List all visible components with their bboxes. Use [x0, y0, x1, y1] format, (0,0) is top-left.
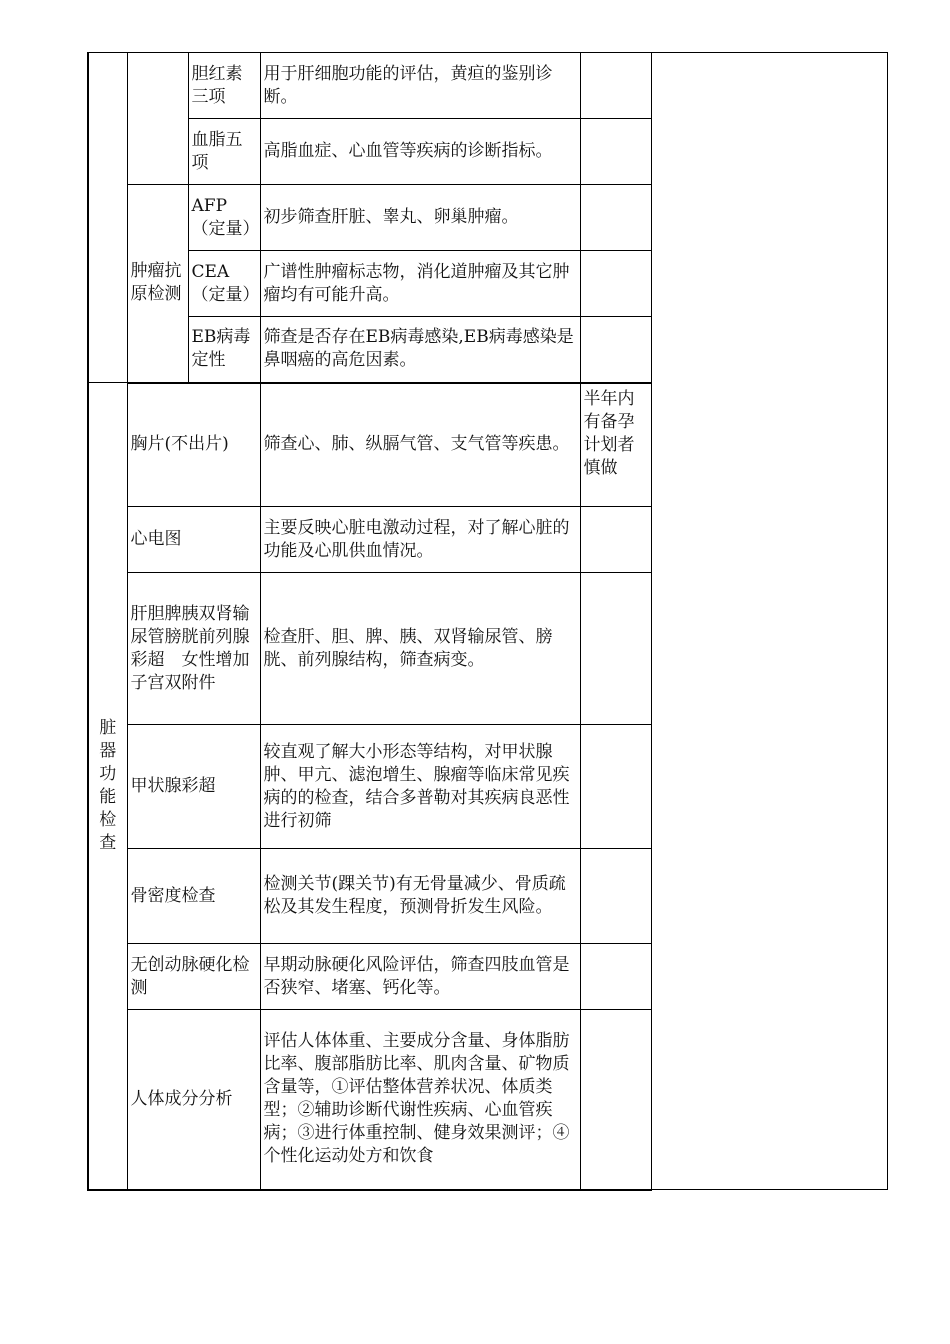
note-cell — [580, 1010, 651, 1190]
item-eb: EB病毒定性 — [188, 317, 260, 383]
tumor-antigen-group: 肿瘤抗原检测 — [127, 185, 188, 383]
desc-abdominal-ultrasound: 检查肝、胆、脾、胰、双肾输尿管、膀胱、前列腺结构，筛查病变。 — [260, 573, 580, 725]
item-bone-density: 骨密度检查 — [127, 849, 260, 944]
desc-body-composition: 评估人体体重、主要成分含量、身体脂肪比率、腹部脂肪比率、肌肉含量、矿物质含量等，①评估整体营养状况、体质类型；②辅助诊断代谢性疾病、心血管疾病；③进行体重控制、健身效果测评；④个性化运动处方和饮食 — [260, 1010, 580, 1190]
note-cell — [580, 251, 651, 317]
note-cell — [580, 725, 651, 849]
desc-chest-xray: 筛查心、肺、纵膈气管、支气管等疾患。 — [260, 383, 580, 507]
note-cell — [580, 53, 651, 119]
note-cell — [580, 119, 651, 185]
table-row — [88, 53, 887, 119]
desc-bone-density: 检测关节(踝关节)有无骨量减少、骨质疏松及其发生程度，预测骨折发生风险。 — [260, 849, 580, 944]
remarks-column — [651, 53, 887, 1190]
note-cell — [580, 317, 651, 383]
note-cell — [580, 507, 651, 573]
item-arteriosclerosis: 无创动脉硬化检测 — [127, 944, 260, 1010]
note-chest-xray: 半年内有备孕计划者慎做 — [580, 383, 651, 507]
desc-lipids: 高脂血症、心血管等疾病的诊断指标。 — [260, 119, 580, 185]
desc-ecg: 主要反映心脏电激动过程，对了解心脏的功能及心肌供血情况。 — [260, 507, 580, 573]
subcategory-cell-blank — [127, 53, 188, 185]
item-chest-xray: 胸片(不出片) — [127, 383, 260, 507]
item-abdominal-ultrasound: 肝胆脾胰双肾输尿管膀胱前列腺彩超 女性增加子宫双附件 — [127, 573, 260, 725]
desc-arteriosclerosis: 早期动脉硬化风险评估，筛查四肢血管是否狭窄、堵塞、钙化等。 — [260, 944, 580, 1010]
desc-bilirubin: 用于肝细胞功能的评估，黄疸的鉴别诊断。 — [260, 53, 580, 119]
note-cell — [580, 944, 651, 1010]
item-body-composition: 人体成分分析 — [127, 1010, 260, 1190]
organ-function-label: 脏器功能检查 — [99, 717, 117, 853]
desc-thyroid-ultrasound: 较直观了解大小形态等结构，对甲状腺肿、甲亢、滤泡增生、腺瘤等临床常见疾病的的检查，结合多普勒对其疾病良恶性进行初筛 — [260, 725, 580, 849]
item-ecg: 心电图 — [127, 507, 260, 573]
desc-afp: 初步筛查肝脏、睾丸、卵巢肿瘤。 — [260, 185, 580, 251]
note-cell — [580, 185, 651, 251]
item-bilirubin: 胆红素三项 — [188, 53, 260, 119]
exam-items-table — [87, 52, 888, 1191]
category-cell-blank — [88, 53, 127, 383]
item-lipids: 血脂五项 — [188, 119, 260, 185]
item-cea: CEA（定量） — [188, 251, 260, 317]
item-thyroid-ultrasound: 甲状腺彩超 — [127, 725, 260, 849]
item-afp: AFP（定量） — [188, 185, 260, 251]
note-cell — [580, 849, 651, 944]
organ-function-category — [88, 383, 127, 1190]
desc-cea: 广谱性肿瘤标志物，消化道肿瘤及其它肿瘤均有可能升高。 — [260, 251, 580, 317]
desc-eb: 筛查是否存在EB病毒感染,EB病毒感染是鼻咽癌的高危因素。 — [260, 317, 580, 383]
note-cell — [580, 573, 651, 725]
